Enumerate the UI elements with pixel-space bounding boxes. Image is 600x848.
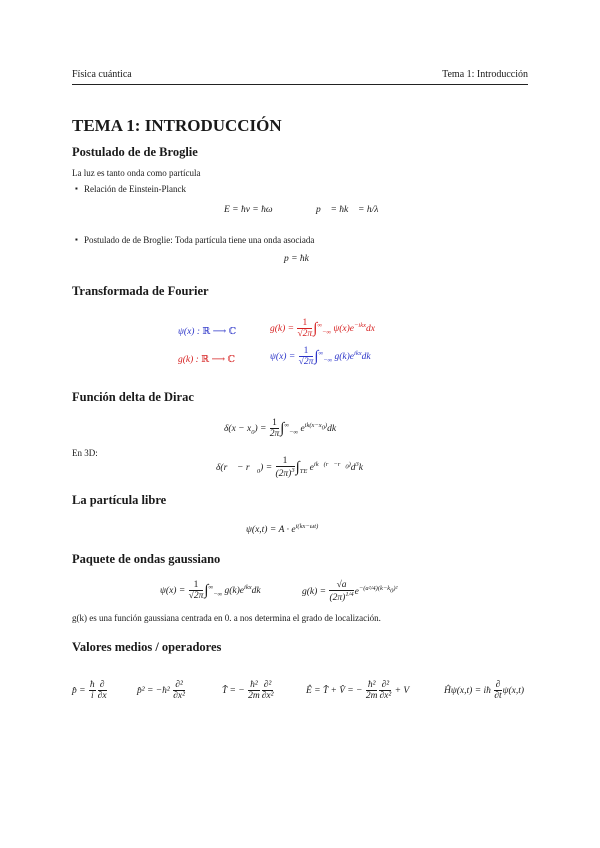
fourier-map-psi: ψ(x) : ℝ ⟶ ℂ: [178, 327, 237, 337]
operator-momentum-squared: p̂² = −ħ² $\frac{\text{∂²}}{\text{∂x²}}$: [137, 680, 185, 702]
equation-delta-1d: $\delta(x - x_0)$ = $\frac{1}{2\pi}$ $\int^\infty_{-\infty}$ $e^{ik(x-x_0)}dk$: [224, 418, 337, 440]
header-right: Tema 1: Introducción: [442, 69, 528, 80]
equation-gaussian-g: g(k) = $\frac{√a}{(2\pi)^{1/4}}$ $e^{-(a^2/4)(k-k_0)^2}$: [302, 580, 398, 604]
header-left: Física cuántica: [72, 69, 132, 80]
section-title-gauss: Paquete de ondas gaussiano: [72, 552, 221, 566]
header-rule: [72, 84, 528, 85]
broglie-intro: La luz es tanto onda como partícula: [72, 168, 201, 178]
schrodinger-equation: Ĥψ(x,t) = iħ $\frac{\partial}{\partial t}$ ψ(x,t): [444, 680, 525, 702]
fourier-transform-g: g(k) = $\frac{1}{√2\pi}$ $\int^\infty_{-\infty}$ $\psi(x)e^{-ikx}dx$: [270, 318, 375, 340]
gaussian-note: g(k) es una función gaussiana centrada en 0. a nos determina el grado de localización.: [72, 613, 381, 623]
equation-p-hk: p = ħk: [284, 254, 309, 264]
section-title-fourier: Transformada de Fourier: [72, 284, 209, 298]
equation-wave-packet: ψ(x) = $\frac{1}{√2\pi}$ $\int^\infty_{-\infty}$ $g(k)e^{ikx}dk$: [160, 580, 261, 602]
dirac-3d-label: En 3D:: [72, 448, 98, 458]
bullet-de-broglie: ▪ Postulado de de Broglie: Toda partícula tiene una onda asociada: [84, 235, 314, 245]
operator-kinetic: T̂ = − $\frac{\text{ħ²}}{2m}$ $\frac{\text{∂²}}{\text{∂x²}}$: [222, 680, 274, 702]
equation-momentum: p⃗ = ħk⃗ = h/λ: [316, 205, 379, 215]
section-title-operators: Valores medios / operadores: [72, 640, 222, 654]
section-title-broglie: Postulado de de Broglie: [72, 145, 198, 159]
operator-momentum: p̂ = $\frac{ħ}{i}$ $\frac{\partial}{\partial x}$: [72, 680, 107, 702]
section-title-dirac: Función delta de Dirac: [72, 390, 194, 404]
equation-delta-3d: δ(r⃗ − $r⃗_0$) = $\frac{1}{(2\pi)^3}$ $\int_{TE}$ $e^{ik⃗(r⃗-r⃗_0)}d^3k⃗$: [216, 456, 371, 480]
fourier-map-g: g(k) : ℝ ⟶ ℂ: [178, 355, 236, 365]
fourier-inverse-psi: ψ(x) = $\frac{1}{√2\pi}$ $\int^\infty_{-\infty}$ $g(k)e^{ikx}dk$: [270, 346, 371, 368]
page-title: TEMA 1: INTRODUCCIÓN: [72, 116, 282, 135]
bullet-einstein-planck: ▪ Relación de Einstein-Planck: [84, 184, 186, 194]
equation-free-particle: $\psi(x,t) = A \cdot e^{i(kx-\omega t)}$: [246, 523, 319, 536]
section-title-libre: La partícula libre: [72, 493, 167, 507]
operator-energy: Ê = T̂ + V̂ = − $\frac{\text{ħ²}}{2m}$ $\frac{\text{∂²}}{\text{∂x²}}$ + V: [306, 680, 410, 702]
equation-einstein-planck: E = ħν = ħω: [224, 205, 273, 215]
